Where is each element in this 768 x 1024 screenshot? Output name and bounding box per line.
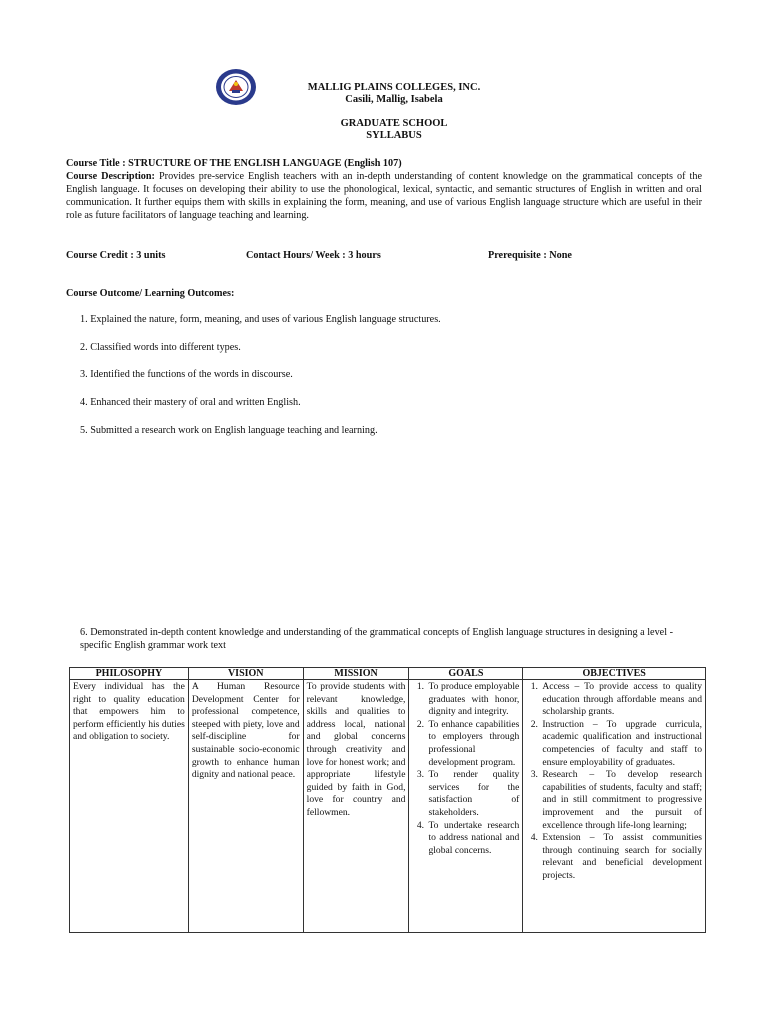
table-header-row xyxy=(70,668,706,680)
institutional-table xyxy=(69,667,706,933)
objectives-cell xyxy=(523,680,706,933)
document-type: SYLLABUS xyxy=(366,130,422,141)
school-name: GRADUATE SCHOOL xyxy=(340,118,448,129)
objective-item: 3. Research – To develop research capabilities of students, faculty and staff; and in still commitment to progressive improvement and the pursuit of excellence through life-long learning; xyxy=(540,769,702,832)
table-row xyxy=(70,680,706,933)
institution-header xyxy=(0,82,768,106)
mission-header: MISSION xyxy=(303,668,409,680)
objectives-header: OBJECTIVES xyxy=(523,668,706,680)
outcome-item: 3. Identified the functions of the words in discourse. xyxy=(80,369,293,380)
goals-header: GOALS xyxy=(409,668,523,680)
goal-item: 4. To undertake research to address national and global concerns. xyxy=(426,820,519,858)
course-info xyxy=(66,157,702,222)
institution-address: Casili, Mallig, Isabela xyxy=(345,94,443,105)
prerequisite: Prerequisite : None xyxy=(488,250,572,261)
goal-item: 1. To produce employable graduates with honor, dignity and integrity. xyxy=(426,681,519,719)
institution-name: MALLIG PLAINS COLLEGES, INC. xyxy=(307,82,481,93)
outcome-item: 2. Classified words into different types. xyxy=(80,342,241,353)
outcomes-title: Course Outcome/ Learning Outcomes: xyxy=(66,288,235,299)
objective-item: 2. Instruction – To upgrade curricula, academic qualification and instructional competencies of faculty and staff to ensure employability of graduates. xyxy=(540,719,702,769)
document-header xyxy=(0,118,768,142)
course-description-text: Provides pre-service English teachers with an in-depth understanding of content knowledge on the grammatical concepts of the English language. It focuses on developing their ability to use the phonological, lexical, syntactic, and semantic structures of English in written and oral communication. It further equips them with skills in explaining the form, meaning, and use of various English language structure which are useful in their role as future facilitators of language teaching and learning. xyxy=(66,171,703,221)
vision-cell: A Human Resource Development Center for professional competence, steeped with piety, love and self-discipline for sustainable socio-economic growth to enhance human dignity and national peace. xyxy=(188,680,303,933)
vision-header: VISION xyxy=(188,668,303,680)
course-description-label: Course Description: xyxy=(66,171,155,182)
course-description xyxy=(66,170,702,222)
course-title-line xyxy=(66,157,702,170)
outcome-item: 6. Demonstrated in-depth content knowledge and understanding of the grammatical concepts of English language structures in designing a level - specific English grammar work text xyxy=(80,627,673,651)
course-credits-row xyxy=(66,250,702,263)
goals-cell xyxy=(409,680,523,933)
goal-item: 3. To render quality services for the satisfaction of stakeholders. xyxy=(426,769,519,819)
mission-cell: To provide students with relevant knowledge, skills and qualities to address local, national and global concerns through creativity and love for honest work; and appropriate lifestyle guided by faith in God, love for country and fellowmen. xyxy=(303,680,409,933)
course-title-value: STRUCTURE OF THE ENGLISH LANGUAGE (English 107) xyxy=(128,158,402,169)
outcome-item: 1. Explained the nature, form, meaning, and uses of various English language structures. xyxy=(80,314,441,325)
philosophy-header: PHILOSOPHY xyxy=(70,668,189,680)
goal-item: 2. To enhance capabilities to employers through professional development program. xyxy=(426,719,519,769)
outcome-item: 5. Submitted a research work on English language teaching and learning. xyxy=(80,425,378,436)
course-credit: Course Credit : 3 units xyxy=(66,250,166,261)
objective-item: 1. Access – To provide access to quality education through affordable means and scholarship grants. xyxy=(540,681,702,719)
philosophy-cell: Every individual has the right to quality education that empowers him to perform efficiently his duties and obligation to society. xyxy=(70,680,189,933)
contact-hours: Contact Hours/ Week : 3 hours xyxy=(246,250,381,261)
course-title-label: Course Title : xyxy=(66,158,126,169)
objective-item: 4. Extension – To assist communities through continuing search for socially relevant and beneficial development projects. xyxy=(540,832,702,882)
outcome-item: 4. Enhanced their mastery of oral and written English. xyxy=(80,397,301,408)
